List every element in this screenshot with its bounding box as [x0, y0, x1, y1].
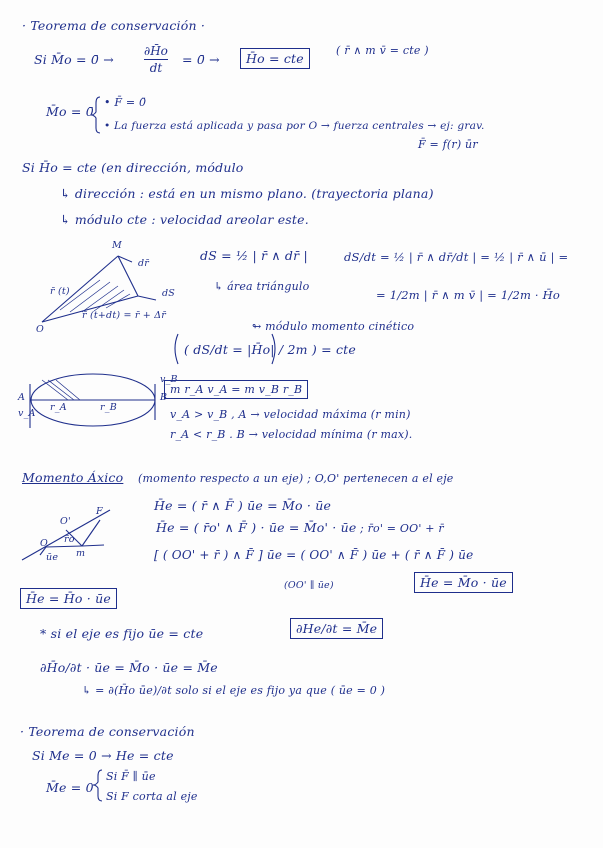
- orbit-label-vA: v_A: [18, 408, 36, 419]
- axial-deriv: ∂H̄o/∂t · ūe = M̄o · ūe = M̄e: [40, 660, 218, 675]
- theorem1-boxed: H̄o = cte: [240, 48, 310, 69]
- paren-left: [175, 334, 178, 364]
- axial-boxed-left: H̄e = H̄o · ūe: [20, 588, 117, 609]
- theorem1-line1-b: = 0̄ →: [182, 52, 220, 67]
- axial-boxed-deriv: ∂He/∂t = M̄e: [290, 618, 383, 639]
- axial-boxed-right: H̄e = M̄o · ūe: [414, 572, 513, 593]
- axial-fig-ue: ūe: [46, 552, 59, 563]
- axial-heading: Momento Áxico: [22, 470, 124, 485]
- theorem1-case1: • F̄ = 0̄: [104, 96, 147, 109]
- fig-label-dS: dS: [162, 288, 175, 299]
- area-rate: dS/dt = ½ | r̄ ∧ dr̄/dt | = ½ | r̄ ∧ ū | =: [344, 250, 569, 264]
- theorem1-direction: ↳ dirección : está en un mismo plano. (trayectoria plana): [60, 186, 434, 201]
- theorem1-mo-zero: M̄o = 0̄: [46, 104, 94, 119]
- theorem2-line1: Si Me = 0 → He = cte: [32, 748, 174, 763]
- theorem1-line1-a: Si M̄o = 0̄ →: [34, 52, 114, 67]
- axial-fig-ro: r̄o: [64, 534, 75, 545]
- frac-num: ∂H̄o: [144, 44, 168, 58]
- fig-label-M: M: [112, 240, 122, 251]
- fig-label-O: O: [36, 324, 44, 335]
- axial-fig-m: m: [76, 548, 86, 559]
- theorem2-case1: Si F̄ ∥ ūe: [106, 770, 156, 783]
- orbit-label-rA: r_A: [50, 402, 67, 413]
- fig-label-dr: dr̄: [138, 258, 150, 269]
- axial-fixed: * si el eje es fijo ūe = cte: [40, 626, 204, 641]
- orbit-label-vB: v_B: [160, 374, 178, 385]
- orbit-label-rB: r_B: [100, 402, 117, 413]
- theorem2-case2: Si F corta al eje: [106, 790, 198, 803]
- orbit-ellipse-sketch: [30, 374, 155, 428]
- orbit-boxed: m r_A v_A = m v_B r_B: [164, 380, 308, 399]
- frac-den: dt: [149, 61, 163, 76]
- theorem1-module: ↳ módulo cte : velocidad areolar este.: [60, 212, 309, 227]
- theorem2-heading: · Teorema de conservación: [20, 724, 195, 739]
- axial-eq1: H̄e = ( r̄ ∧ F̄ ) ūe = M̄o · ūe: [154, 498, 332, 513]
- axial-subtitle: (momento respecto a un eje) ; O,O' pertenecen a el eje: [138, 472, 454, 485]
- axial-eq2-b: ; r̄o' = OO' + r̄: [360, 522, 444, 535]
- orbit-r: r_A < r_B . B → velocidad mínima (r max).: [170, 428, 413, 441]
- axial-eq3: [ ( OO' + r̄ ) ∧ F̄ ] ūe = ( OO' ∧ F̄ ) ūe + ( r̄ ∧ F̄ ) ūe: [154, 548, 474, 562]
- axial-eq3-note: (OO' ∥ ūe): [284, 580, 334, 591]
- orbit-vel: v_A > v_B , A → velocidad máxima (r min): [170, 408, 411, 421]
- area-note: ↬ módulo momento cinético: [252, 320, 415, 333]
- theorem1-heading: · Teorema de conservación ·: [22, 18, 206, 33]
- theorem1-derivative: [144, 44, 168, 75]
- axial-fig-O2: O': [60, 516, 71, 527]
- axial-eq2: H̄e = ( r̄o' ∧ F̄ ) · ūe = M̄o' · ūe: [156, 520, 357, 535]
- fig-label-r: r̄ (t): [50, 286, 70, 297]
- orbit-label-A: A: [18, 392, 26, 403]
- area-areolar: ( dS/dt = |H̄o| / 2m ) = cte: [184, 342, 356, 357]
- theorem1-case2: • La fuerza está aplicada y pasa por O → fuerza centrales → ej: grav.: [104, 120, 485, 132]
- axial-fig-O: O: [40, 538, 48, 549]
- axial-deriv-note: ↳ = ∂(H̄o ūe)/∂t solo si el eje es fijo ya que ( ūe = 0 ): [82, 684, 386, 697]
- orbit-label-B: B: [160, 392, 168, 403]
- theorem1-line1-c: ( r̄ ∧ m v̄ = cte ): [336, 44, 429, 57]
- area-dS: dS = ½ | r̄ ∧ dr̄ |: [200, 248, 308, 263]
- fig-label-rdt: r̄ (t+dt) = r̄ + Δr̄: [82, 310, 166, 321]
- theorem2-me-zero: M̄e = 0: [46, 780, 94, 795]
- theorem1-case2-b: F̄ = f(r) ūr: [418, 138, 478, 151]
- area-area-label: ↳ área triángulo: [214, 280, 310, 293]
- axial-fig-F: F: [96, 506, 103, 517]
- area-rate-b: = 1/2m | r̄ ∧ m v̄ | = 1/2m · H̄o: [376, 288, 560, 302]
- brace-2: [93, 770, 102, 801]
- frac-bar: [144, 59, 168, 60]
- theorem1-line2: Si H̄o = cte (en dirección, módulo: [22, 160, 244, 175]
